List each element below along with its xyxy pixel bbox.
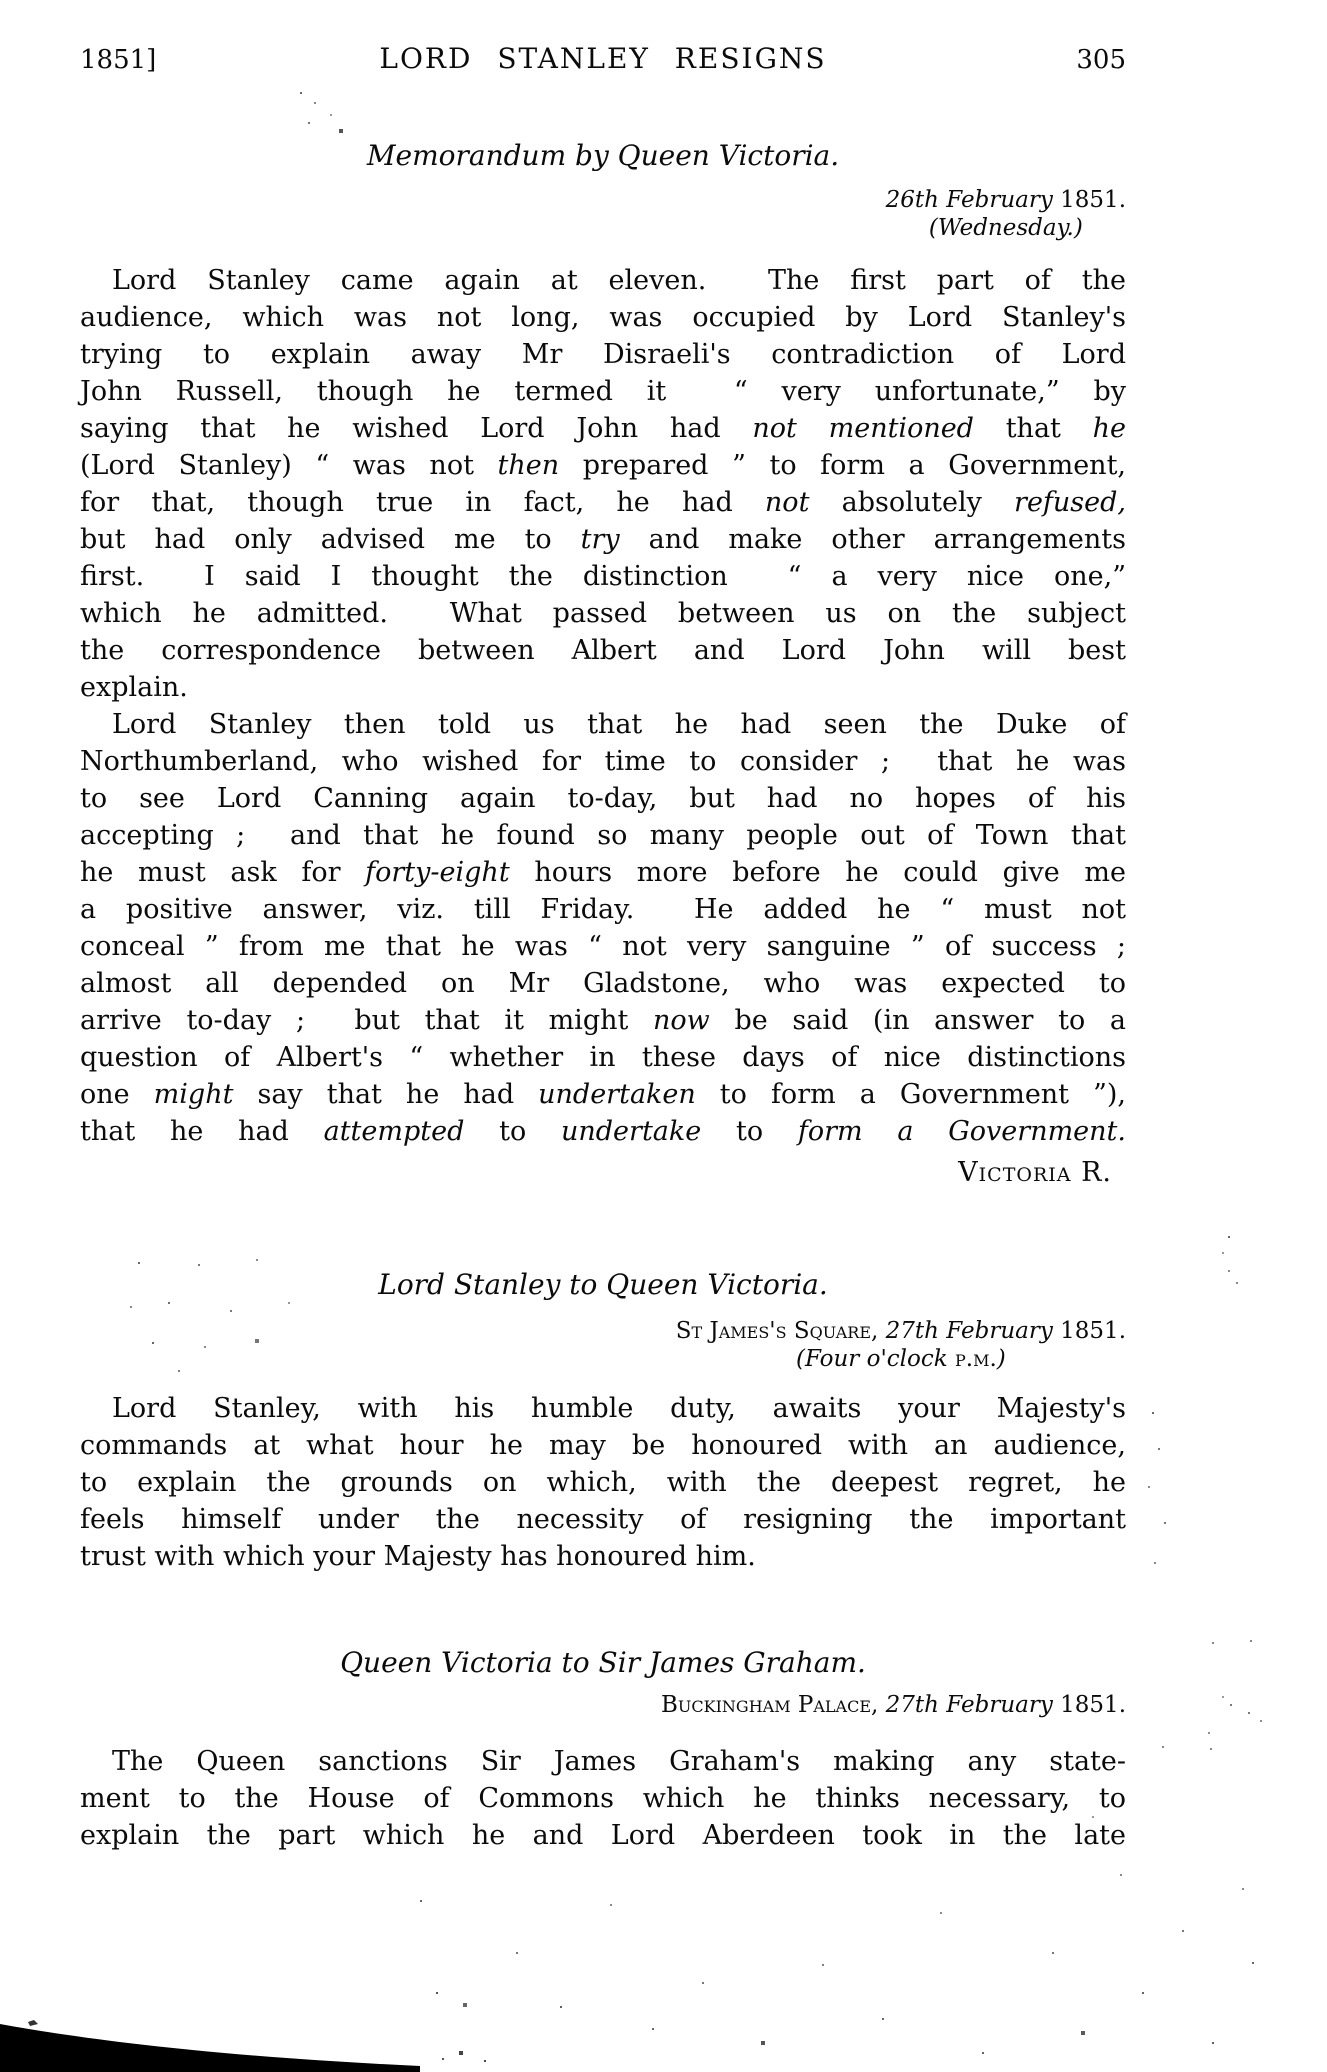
text-line: trying to explain away Mr Disraeli's contradiction of Lord	[80, 339, 1126, 370]
text-line: audience, which was not long, was occupied by Lord Stanley's	[80, 302, 1126, 333]
text-line: for that, though true in fact, he had not absolutely refused,	[80, 487, 1126, 518]
text-line: one might say that he had undertaken to form a Government ”),	[80, 1079, 1126, 1110]
scan-speckle	[300, 92, 302, 94]
text-line: ment to the House of Commons which he thinks necessary, to	[80, 1783, 1126, 1814]
page-header	[80, 42, 1126, 76]
dateline-graham-letter	[80, 1691, 1126, 1719]
text-line: (Lord Stanley) “ was not then prepared ” to form a Government,	[80, 450, 1127, 481]
text-line: Lord Stanley then told us that he had seen the Duke of	[112, 709, 1126, 740]
text-line: to see Lord Canning again to-day, but had no hopes of his	[80, 783, 1126, 814]
header-year: 1851]	[80, 45, 157, 75]
scan-speckle	[138, 1262, 140, 1264]
dateline-time: (Four o'clock p.m.)	[795, 1346, 1006, 1372]
dateline-date: 26th February 1851.	[885, 187, 1126, 213]
text-block	[80, 0, 1126, 1854]
dateline-day: (Wednesday.)	[928, 215, 1083, 241]
text-line: Lord Stanley came again at eleven. The first part of the	[112, 265, 1126, 296]
text-line: but had only advised me to try and make other arrangements	[80, 524, 1126, 555]
dateline-stanley-letter	[80, 1317, 1126, 1373]
text-line: Lord Stanley, with his humble duty, awaits your Majesty's	[112, 1393, 1126, 1424]
section-heading-stanley-letter: Lord Stanley to Queen Victoria.	[378, 1268, 828, 1301]
dateline-memorandum	[80, 186, 1126, 242]
text-line: first. I said I thought the distinction “ a very nice one,”	[80, 561, 1126, 592]
text-line: commands at what hour he may be honoured with an audience,	[80, 1430, 1126, 1461]
paragraph	[80, 1390, 1126, 1575]
text-line: question of Albert's “ whether in these days of nice distinctions	[80, 1042, 1126, 1073]
page-number: 305	[1076, 45, 1126, 75]
text-line: feels himself under the necessity of resigning the important	[80, 1504, 1126, 1535]
text-line: the correspondence between Albert and Lord John will best	[80, 635, 1126, 666]
text-line: arrive to-day ; but that it might now be said (in answer to a	[80, 1005, 1126, 1036]
text-line: trust with which your Majesty has honoured him.	[80, 1541, 756, 1572]
scan-speckle	[1152, 1412, 1154, 1414]
text-line: explain the part which he and Lord Aberdeen took in the late	[80, 1820, 1126, 1851]
text-line: explain.	[80, 672, 188, 703]
dateline-place-date: St James's Square, 27th February 1851.	[675, 1318, 1126, 1344]
paragraph	[80, 706, 1126, 1150]
text-line: The Queen sanctions Sir James Graham's making any state-	[112, 1746, 1126, 1777]
text-line: a positive answer, viz. till Friday. He added he “ must not	[80, 894, 1126, 925]
text-line: to explain the grounds on which, with the deepest regret, he	[80, 1467, 1126, 1498]
scan-speckle	[1228, 1236, 1230, 1238]
text-line: that he had attempted to undertake to form a Government.	[80, 1116, 1126, 1147]
paragraph	[80, 262, 1126, 706]
section-heading-graham-letter: Queen Victoria to Sir James Graham.	[340, 1646, 866, 1679]
paragraph	[80, 1743, 1126, 1854]
text-line: accepting ; and that he found so many people out of Town that	[80, 820, 1126, 851]
signature	[80, 1153, 1126, 1193]
signature-text: Victoria R.	[958, 1157, 1112, 1188]
text-line: almost all depended on Mr Gladstone, who was expected to	[80, 968, 1126, 999]
text-line: conceal ” from me that he was “ not very sanguine ” of success ;	[80, 931, 1126, 962]
text-line: saying that he wished Lord John had not mentioned that he	[80, 413, 1126, 444]
text-line: Northumberland, who wished for time to consider ; that he was	[80, 746, 1126, 777]
text-line: he must ask for forty-eight hours more before he could give me	[80, 857, 1126, 888]
dateline-place-date: Buckingham Palace, 27th February 1851.	[661, 1692, 1126, 1718]
running-title: LORD STANLEY RESIGNS	[379, 42, 827, 75]
text-line: which he admitted. What passed between us on the subject	[80, 598, 1126, 629]
scan-speckle	[420, 1900, 422, 1902]
section-heading-memorandum: Memorandum by Queen Victoria.	[366, 139, 840, 172]
text-line: John Russell, though he termed it “ very unfortunate,” by	[80, 376, 1126, 407]
page-curl-artifact	[0, 2020, 420, 2072]
